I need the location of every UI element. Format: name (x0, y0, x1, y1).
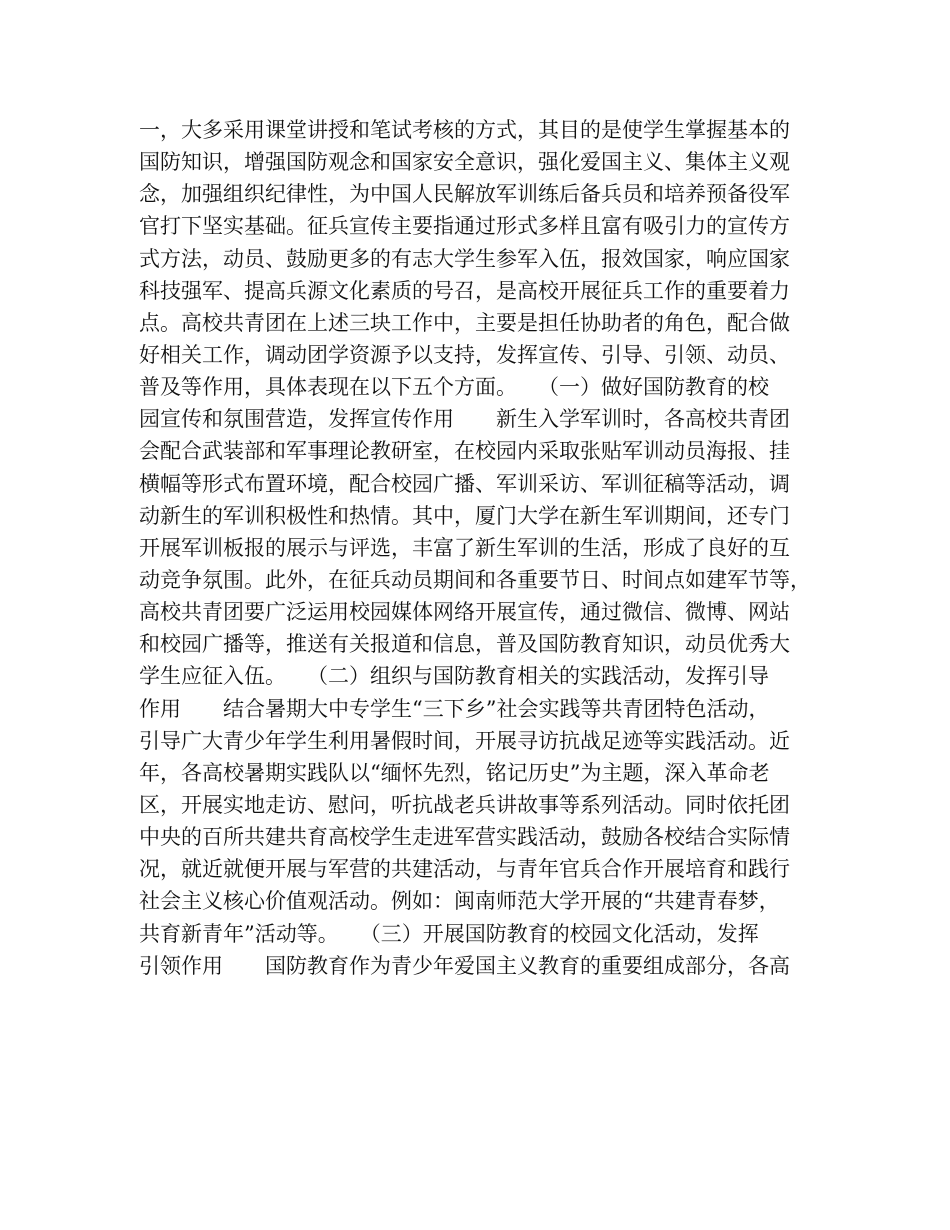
body-text (139, 114, 829, 982)
text-line: 学生应征入伍。 （二）组织与国防教育相关的实践活动，发挥引导 (139, 664, 769, 689)
text-line: 官打下坚实基础。征兵宣传主要指通过形式多样且富有吸引力的宣传方 (139, 214, 790, 239)
text-line: 和校园广播等，推送有关报道和信息，普及国防教育知识，动员优秀大 (139, 632, 790, 657)
text-line: 中央的百所共建共育高校学生走进军营实践活动，鼓励各校结合实际情 (139, 825, 790, 850)
text-line: 况，就近就便开展与军营的共建活动，与青年官兵合作开展培育和践行 (139, 857, 790, 882)
text-line: 引领作用 国防教育作为青少年爱国主义教育的重要组成部分，各高 (139, 953, 790, 978)
text-line: 引导广大青少年学生利用暑假时间，开展寻访抗战足迹等实践活动。近 (139, 728, 790, 753)
text-line: 横幅等形式布置环境，配合校园广播、军训采访、军训征稿等活动，调 (139, 471, 790, 496)
text-line: 式方法，动员、鼓励更多的有志大学生参军入伍，报效国家，响应国家 (139, 246, 790, 271)
text-line: 普及等作用，具体表现在以下五个方面。 （一）做好国防教育的校 (139, 375, 769, 400)
text-line: 共育新青年”活动等。 （三）开展国防教育的校园文化活动，发挥 (139, 921, 759, 946)
text-line: 国防知识，增强国防观念和国家安全意识，强化爱国主义、集体主义观 (139, 150, 790, 175)
text-line: 作用 结合暑期大中专学生“三下乡”社会实践等共青团特色活动， (139, 696, 770, 721)
text-line: 动竞争氛围。此外，在征兵动员期间和各重要节日、时间点如建军节等， (139, 567, 811, 592)
text-line: 点。高校共青团在上述三块工作中，主要是担任协助者的角色，配合做 (139, 310, 790, 335)
text-line: 区，开展实地走访、慰问，听抗战老兵讲故事等系列活动。同时依托团 (139, 792, 790, 817)
text-line: 高校共青团要广泛运用校园媒体网络开展宣传，通过微信、微博、网站 (139, 600, 790, 625)
text-line: 年，各高校暑期实践队以“缅怀先烈，铭记历史”为主题，深入革命老 (139, 760, 770, 785)
text-line: 开展军训板报的展示与评选，丰富了新生军训的生活，形成了良好的互 (139, 535, 790, 560)
text-line: 动新生的军训积极性和热情。其中，厦门大学在新生军训期间，还专门 (139, 503, 790, 528)
text-line: 会配合武装部和军事理论教研室，在校园内采取张贴军训动员海报、挂 (139, 439, 790, 464)
text-line: 一，大多采用课堂讲授和笔试考核的方式，其目的是使学生掌握基本的 (139, 118, 790, 142)
text-line: 社会主义核心价值观活动。例如：闽南师范大学开展的“共建青春梦， (139, 889, 780, 914)
text-line: 园宣传和氛围营造，发挥宣传作用 新生入学军训时，各高校共青团 (139, 407, 790, 432)
text-line: 念，加强组织纪律性，为中国人民解放军训练后备兵员和培养预备役军 (139, 182, 790, 207)
text-line: 好相关工作，调动团学资源予以支持，发挥宣传、引导、引领、动员、 (139, 342, 790, 367)
text-line: 科技强军、提高兵源文化素质的号召，是高校开展征兵工作的重要着力 (139, 278, 790, 303)
